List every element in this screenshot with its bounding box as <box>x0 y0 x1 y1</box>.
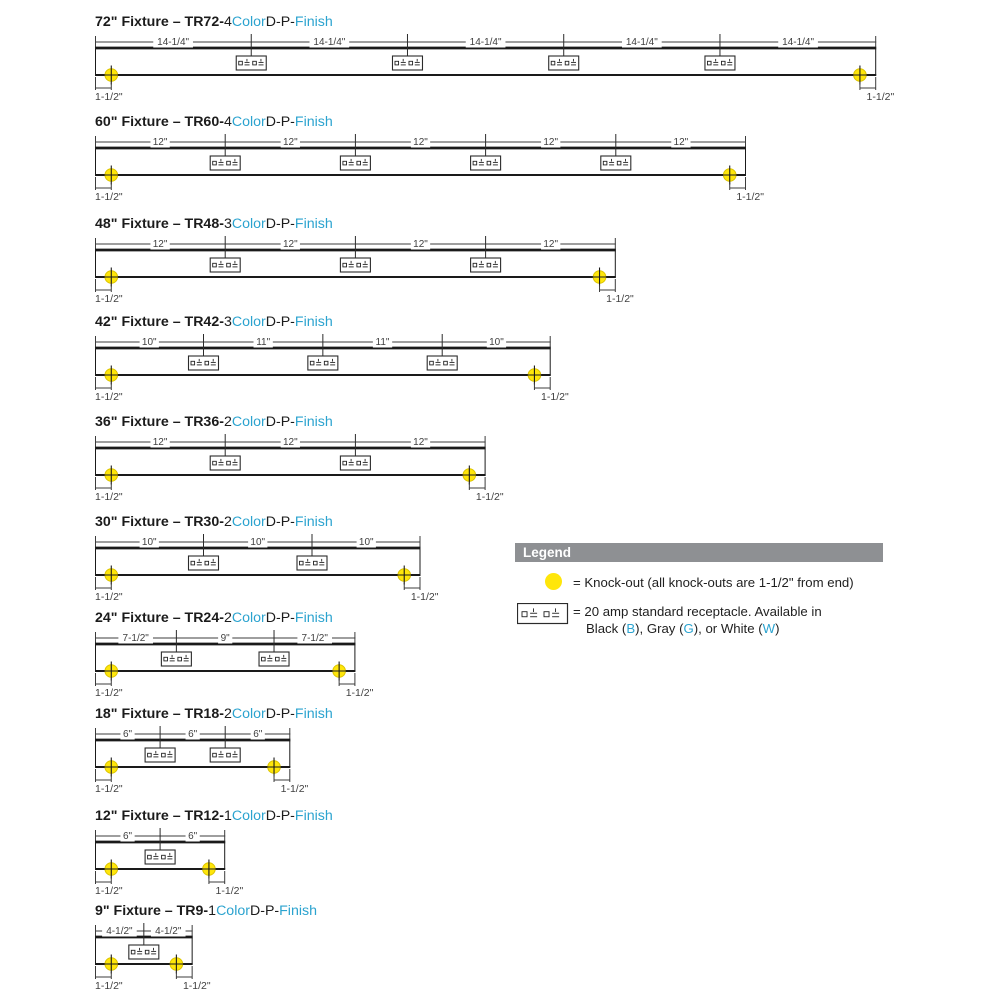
knockout-dim-label: 1-1/2" <box>95 91 123 102</box>
fixture-title-count: 2 <box>223 414 232 430</box>
receptacle-icon <box>471 258 501 272</box>
knockout-dim-label: 1-1/2" <box>866 91 895 102</box>
knockout-dim-label: 1-1/2" <box>280 783 309 794</box>
fixture-title-bold: 18" Fixture – TR18- <box>95 706 224 722</box>
dimension-label: 14-1/4" <box>625 37 658 48</box>
fixture-title-finish: Finish <box>294 808 333 824</box>
fixture-title-count: 2 <box>223 514 232 530</box>
fixture-title-finish: Finish <box>294 414 333 430</box>
fixture-title <box>95 903 317 919</box>
fixture-title <box>95 114 788 130</box>
receptacle-icon <box>189 356 219 370</box>
receptacle-icon <box>236 56 266 70</box>
receptacle-icon <box>601 156 631 170</box>
receptacle-icon <box>427 356 457 370</box>
dimension-label: 11" <box>256 337 271 348</box>
fixture-title-mid: D-P- <box>265 414 295 430</box>
fixture-title <box>95 14 918 30</box>
fixture-title-color: Color <box>231 514 266 530</box>
fixture-title-color: Color <box>231 114 266 130</box>
fixture-title-bold: 72" Fixture – TR72- <box>95 14 224 30</box>
dimension-label: 9" <box>220 633 230 644</box>
fixture-title-finish: Finish <box>294 514 333 530</box>
knockout-dim-label: 1-1/2" <box>95 491 123 502</box>
knockout-dim-label: 1-1/2" <box>606 293 634 304</box>
fixture-title-count: 1 <box>223 808 232 824</box>
legend-item-knockout <box>545 573 562 591</box>
dimension-label: 12" <box>673 137 689 148</box>
fixture-block <box>95 216 658 304</box>
dimension-label: 12" <box>152 137 168 148</box>
fixture-title-bold: 24" Fixture – TR24- <box>95 610 224 626</box>
fixture-title <box>95 216 658 232</box>
dimension-label: 10" <box>141 537 157 548</box>
knockout-icon <box>545 573 562 590</box>
fixture-title-count: 2 <box>223 610 232 626</box>
knockout-dim-label: 1-1/2" <box>410 591 439 602</box>
legend-receptacle-line2: Black (B), Gray (G), or White (W) <box>586 621 780 636</box>
receptacle-icon <box>210 258 240 272</box>
fixture-block <box>95 610 397 698</box>
receptacle-icon <box>210 156 240 170</box>
fixture-title-color: Color <box>231 610 266 626</box>
fixture-title-bold: 36" Fixture – TR36- <box>95 414 224 430</box>
fixture-title-color: Color <box>231 216 266 232</box>
receptacle-icon <box>471 156 501 170</box>
dimension-label: 14-1/4" <box>469 37 502 48</box>
fixture-diagram <box>95 234 658 304</box>
receptacle-icon <box>210 456 240 470</box>
receptacle-icon <box>549 56 579 70</box>
knockout-dim-label: 1-1/2" <box>95 391 123 402</box>
fixture-title-count: 4 <box>223 114 232 130</box>
legend-header: Legend <box>515 543 883 562</box>
knockout-dim-label: 1-1/2" <box>95 591 123 602</box>
fixture-title-count: 3 <box>223 314 232 330</box>
legend-receptacle-line1: = 20 amp standard receptacle. Available in <box>573 604 822 619</box>
fixture-block <box>95 14 918 102</box>
receptacle-color-code: W <box>762 621 776 636</box>
fixture-block <box>95 514 463 602</box>
dimension-label: 10" <box>489 337 504 348</box>
dimension-label: 4-1/2" <box>106 926 133 937</box>
receptacle-icon <box>259 652 289 666</box>
fixture-diagram <box>95 532 463 602</box>
legend-knockout-text: = Knock-out (all knock-outs are 1-1/2" from end) <box>573 575 854 590</box>
receptacle-color-code: G <box>683 621 694 636</box>
fixture-title-mid: D-P- <box>265 216 295 232</box>
fixture-title-color: Color <box>231 14 266 30</box>
receptacle-icon <box>145 850 175 864</box>
fixture-title-count: 1 <box>208 903 217 919</box>
dimension-label: 6" <box>188 831 198 842</box>
knockout-dim-label: 1-1/2" <box>345 687 374 698</box>
fixture-title-mid: D-P- <box>265 808 295 824</box>
receptacle-icon <box>161 652 191 666</box>
fixture-title-bold: 12" Fixture – TR12- <box>95 808 224 824</box>
fixture-title-color: Color <box>231 414 266 430</box>
dimension-label: 14-1/4" <box>313 37 346 48</box>
receptacle-icon <box>392 56 422 70</box>
fixture-title-color: Color <box>231 808 266 824</box>
fixture-title <box>95 414 528 430</box>
knockout-dim-label: 1-1/2" <box>95 293 123 304</box>
fixture-diagram <box>95 826 267 896</box>
fixture-title-mid: D-P- <box>265 514 295 530</box>
fixture-title-bold: 9" Fixture – TR9- <box>95 903 209 919</box>
dimension-label: 12" <box>413 437 428 448</box>
fixture-title-color: Color <box>231 706 266 722</box>
dimension-label: 14-1/4" <box>157 37 190 48</box>
dimension-label: 7-1/2" <box>301 633 328 644</box>
receptacle-icon <box>705 56 735 70</box>
dimension-label: 10" <box>358 537 374 548</box>
fixture-title-finish: Finish <box>294 706 333 722</box>
fixture-title-finish: Finish <box>294 314 333 330</box>
dimension-label: 6" <box>122 831 133 842</box>
fixture-title-color: Color <box>231 314 266 330</box>
fixture-title-bold: 30" Fixture – TR30- <box>95 514 224 530</box>
fixture-diagram <box>95 332 593 402</box>
fixture-title-finish: Finish <box>294 14 333 30</box>
knockout-dim-label: 1-1/2" <box>95 191 123 202</box>
dimension-label: 14-1/4" <box>782 37 815 48</box>
knockout-dim-label: 1-1/2" <box>215 885 244 896</box>
receptacle-icon <box>340 156 370 170</box>
fixture-title-mid: D-P- <box>265 610 295 626</box>
fixture-title-finish: Finish <box>294 114 333 130</box>
receptacle-icon <box>189 556 219 570</box>
fixture-title-finish: Finish <box>279 903 317 919</box>
fixture-title-mid: D-P- <box>265 314 295 330</box>
fixture-block <box>95 706 333 794</box>
fixture-diagram <box>95 32 918 102</box>
fixture-block <box>95 903 317 991</box>
fixture-title-bold: 42" Fixture – TR42- <box>95 314 224 330</box>
fixture-title-bold: 60" Fixture – TR60- <box>95 114 224 130</box>
dimension-label: 10" <box>250 537 266 548</box>
receptacle-color-code: B <box>626 621 636 636</box>
dimension-label: 6" <box>188 729 198 740</box>
dimension-label: 12" <box>282 437 298 448</box>
dimension-label: 12" <box>543 239 559 250</box>
dimension-label: 7-1/2" <box>122 633 149 644</box>
fixture-title-color: Color <box>216 903 250 919</box>
fixture-diagram <box>95 921 235 991</box>
receptacle-icon <box>517 603 569 630</box>
dimension-label: 11" <box>375 337 390 348</box>
fixture-title-count: 2 <box>223 706 232 722</box>
receptacle-icon <box>129 945 159 959</box>
fixture-title <box>95 706 333 722</box>
fixture-title-mid: D-P- <box>265 114 295 130</box>
fixture-title-bold: 48" Fixture – TR48- <box>95 216 224 232</box>
fixture-block <box>95 414 528 502</box>
dimension-label: 4-1/2" <box>155 926 182 937</box>
fixture-title-count: 4 <box>223 14 232 30</box>
receptacle-icon <box>340 456 370 470</box>
fixture-title-mid: D-P- <box>249 903 280 919</box>
knockout-dim-label: 1-1/2" <box>475 491 504 502</box>
dimension-label: 12" <box>282 137 298 148</box>
fixture-diagram <box>95 724 332 794</box>
receptacle-icon <box>340 258 370 272</box>
knockout-dim-label: 1-1/2" <box>736 191 764 202</box>
fixture-title-mid: D-P- <box>265 14 295 30</box>
fixture-title <box>95 610 397 626</box>
fixture-title-finish: Finish <box>294 610 333 626</box>
receptacle-icon <box>297 556 327 570</box>
fixture-diagram <box>95 628 397 698</box>
dimension-label: 10" <box>141 337 157 348</box>
receptacle-icon <box>210 748 240 762</box>
dimension-label: 6" <box>253 729 263 740</box>
dimension-label: 6" <box>122 729 133 740</box>
fixture-diagram <box>95 432 528 502</box>
dimension-label: 12" <box>413 239 428 250</box>
knockout-dim-label: 1-1/2" <box>95 885 123 896</box>
fixture-diagram <box>95 132 788 202</box>
fixture-title <box>95 314 593 330</box>
fixture-title <box>95 808 333 824</box>
fixture-title-mid: D-P- <box>265 706 295 722</box>
legend-item-receptacle <box>573 603 822 637</box>
fixture-block <box>95 808 333 896</box>
dimension-label: 12" <box>413 137 428 148</box>
knockout-dim-label: 1-1/2" <box>95 687 123 698</box>
fixture-title-count: 3 <box>223 216 232 232</box>
dimension-label: 12" <box>152 239 168 250</box>
fixture-block <box>95 114 788 202</box>
dimension-label: 12" <box>282 239 298 250</box>
dimension-label: 12" <box>543 137 559 148</box>
receptacle-icon <box>308 356 338 370</box>
knockout-dim-label: 1-1/2" <box>182 980 211 991</box>
legend <box>515 543 887 636</box>
fixture-title-finish: Finish <box>294 216 333 232</box>
receptacle-icon <box>145 748 175 762</box>
knockout-dim-label: 1-1/2" <box>541 391 569 402</box>
knockout-dim-label: 1-1/2" <box>95 783 123 794</box>
dimension-label: 12" <box>152 437 168 448</box>
fixture-block <box>95 314 593 402</box>
knockout-dim-label: 1-1/2" <box>95 980 123 991</box>
fixture-title <box>95 514 463 530</box>
